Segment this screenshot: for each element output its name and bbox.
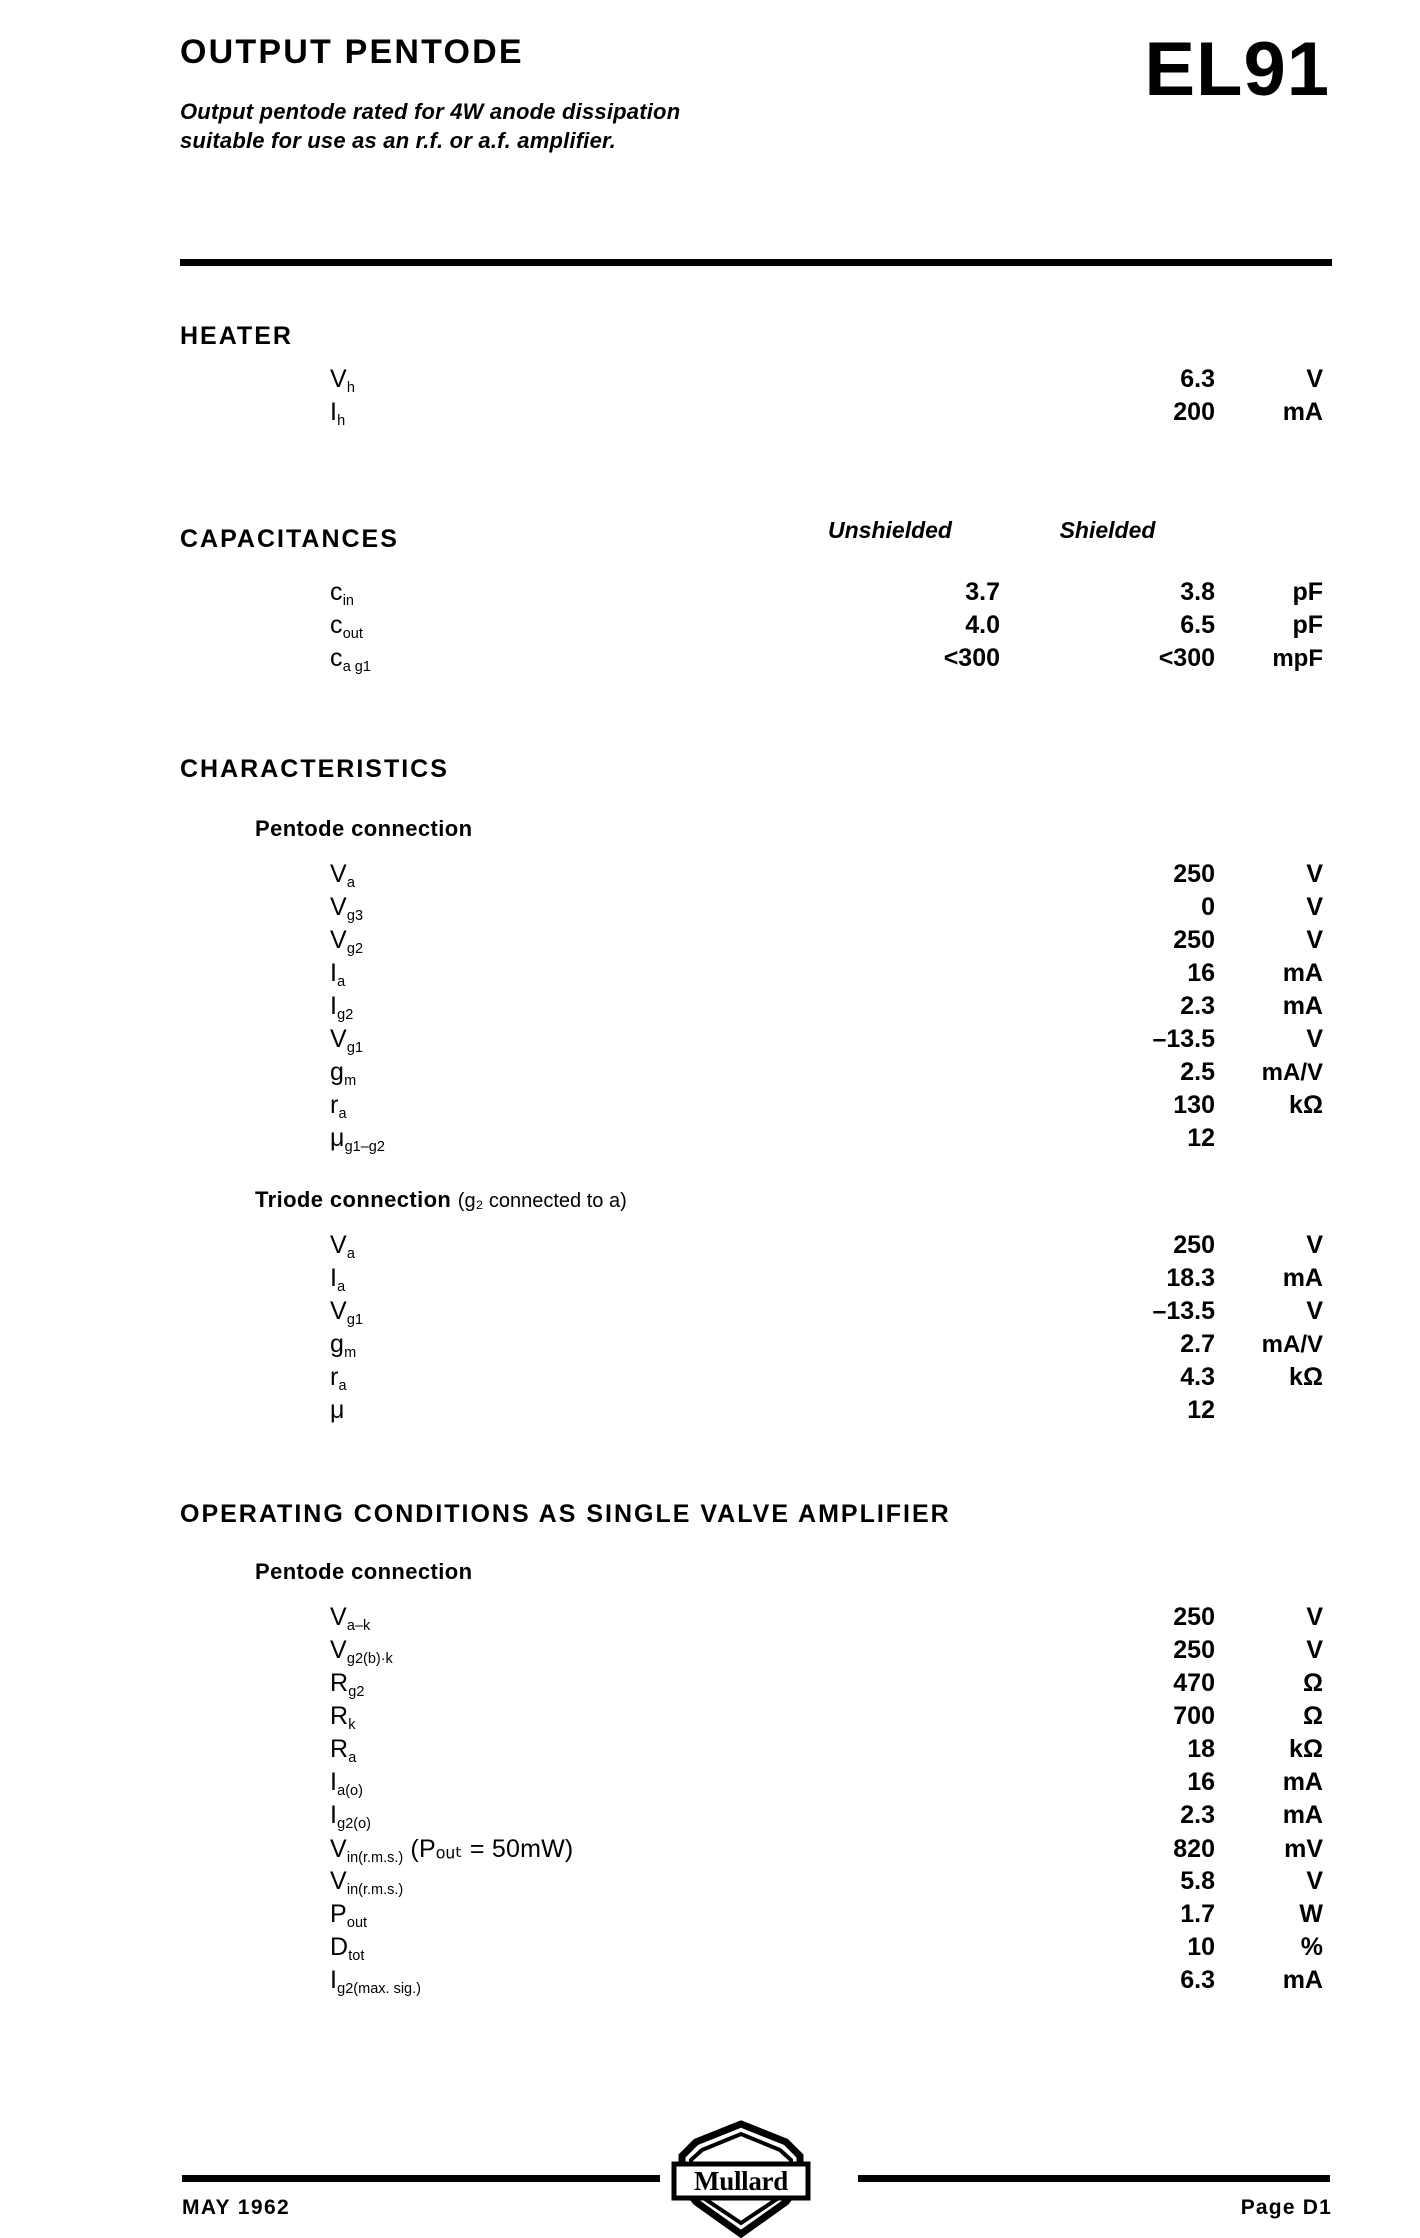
section-title-capacitances: CAPACITANCES (180, 525, 399, 553)
parameter-value: 2.7 (1180, 1330, 1215, 1358)
section-capacitances (180, 517, 1332, 677)
parameter-unit: V (1306, 1231, 1323, 1259)
parameter-row (180, 611, 1332, 644)
parameter-value: 130 (1173, 1091, 1215, 1119)
footer-page-number: Page D1 (1240, 2196, 1332, 2219)
parameter-row (180, 1025, 1332, 1058)
parameter-value: 200 (1173, 398, 1215, 426)
subtitle-operating-pentode-connection: Pentode connection (255, 1559, 473, 1584)
subtitle-pentode-connection: Pentode connection (255, 816, 473, 841)
parameter-value: 18 (1187, 1735, 1215, 1763)
parameter-symbol: $V_a$ (330, 860, 355, 891)
parameter-unit: V (1306, 1025, 1323, 1053)
parameter-row (180, 959, 1332, 992)
parameter-symbol: $I_{g2(max. sig.)}$ (330, 1966, 421, 1997)
parameter-row (180, 1091, 1332, 1124)
parameter-value: 16 (1187, 959, 1215, 987)
parameter-unit: V (1306, 1603, 1323, 1631)
parameter-row (180, 1735, 1332, 1768)
parameter-symbol: $g_m$ (330, 1058, 357, 1089)
parameter-symbol: $I_{g2(o)}$ (330, 1801, 372, 1832)
parameter-unit: mA (1282, 1768, 1323, 1796)
parameter-row (180, 1264, 1332, 1297)
parameter-symbol: $I_h$ (330, 398, 346, 429)
parameter-symbol: $V_{a-k}$ (330, 1603, 371, 1634)
parameter-symbol: $\mu_{g1-g2}$ (330, 1124, 385, 1155)
parameter-value: 250 (1173, 926, 1215, 954)
parameter-symbol: $c_{a g1}$ (330, 644, 371, 675)
parameter-row (180, 398, 1332, 431)
parameter-value: 1.7 (1180, 1900, 1215, 1928)
parameter-value: 10 (1187, 1933, 1215, 1961)
parameter-row (180, 578, 1332, 611)
parameter-unit: kΩ (1289, 1363, 1323, 1391)
parameter-row (180, 1363, 1332, 1396)
parameter-value: 2.3 (1180, 992, 1215, 1020)
characteristics-triode-rows (180, 1231, 1332, 1429)
section-characteristics (180, 755, 1332, 1429)
page-title: OUTPUT PENTODE (180, 33, 524, 71)
page-header (180, 27, 1330, 155)
page-subtitle (180, 97, 940, 155)
parameter-unit: V (1306, 1867, 1323, 1895)
parameter-symbol: $V_{in(r.m.s.)}$ (Pₒᵤₜ = 50mW) (330, 1835, 574, 1866)
section-title-heater: HEATER (180, 322, 293, 350)
parameter-symbol: $R_{g2}$ (330, 1669, 365, 1700)
parameter-value: 2.3 (1180, 1801, 1215, 1829)
parameter-value-shielded: 3.8 (1180, 578, 1215, 606)
parameter-symbol: $R_a$ (330, 1735, 357, 1766)
parameter-unit: % (1300, 1933, 1323, 1961)
capacitance-rows (180, 578, 1332, 677)
section-title-operating-conditions: OPERATING CONDITIONS AS SINGLE VALVE AMPLIFIER (180, 1500, 951, 1528)
parameter-row (180, 1900, 1332, 1933)
footer-divider-right (858, 2175, 1330, 2182)
parameter-symbol: $I_{a(o)}$ (330, 1768, 363, 1799)
parameter-symbol: $I_a$ (330, 959, 346, 990)
parameter-row (180, 1603, 1332, 1636)
parameter-symbol: $V_{g2}$ (330, 926, 364, 957)
parameter-value-unshielded: <300 (943, 644, 1000, 672)
parameter-value: 12 (1187, 1396, 1215, 1424)
parameter-unit: V (1306, 893, 1323, 921)
parameter-value: 820 (1173, 1835, 1215, 1863)
section-title-characteristics: CHARACTERISTICS (180, 755, 449, 783)
parameter-unit: V (1306, 860, 1323, 888)
parameter-row (180, 1231, 1332, 1264)
parameter-value-shielded: 6.5 (1180, 611, 1215, 639)
parameter-value-shielded: <300 (1158, 644, 1215, 672)
parameter-symbol: μ (330, 1396, 345, 1424)
subtitle-line-1: Output pentode rated for 4W anode dissipation (180, 99, 681, 125)
parameter-unit: pF (1292, 611, 1323, 639)
parameter-symbol: $V_{g1}$ (330, 1025, 364, 1056)
parameter-unit: mA/V (1261, 1059, 1323, 1086)
parameter-unit: V (1306, 926, 1323, 954)
capacitance-column-headers (180, 517, 1325, 551)
parameter-symbol: $P_{out}$ (330, 1900, 368, 1931)
parameter-symbol: $V_{g2(b)\cdot k}$ (330, 1636, 393, 1667)
parameter-value: 6.3 (1180, 1966, 1215, 1994)
parameter-symbol: $V_a$ (330, 1231, 355, 1262)
parameter-row (180, 893, 1332, 926)
parameter-unit: mA/V (1261, 1331, 1323, 1358)
parameter-value: 6.3 (1180, 365, 1215, 393)
parameter-row (180, 1966, 1332, 1999)
footer-date: MAY 1962 (182, 2196, 291, 2219)
parameter-symbol: $R_k$ (330, 1702, 356, 1733)
parameter-unit: mpF (1272, 645, 1323, 672)
parameter-symbol: $V_{g1}$ (330, 1297, 364, 1328)
parameter-row (180, 365, 1332, 398)
part-number: EL91 (1144, 27, 1330, 112)
parameter-value: 18.3 (1166, 1264, 1215, 1292)
parameter-unit: W (1299, 1900, 1323, 1928)
parameter-symbol: $c_{in}$ (330, 578, 354, 609)
parameter-value: 250 (1173, 1603, 1215, 1631)
heater-rows (180, 365, 1332, 431)
subtitle-triode-connection (255, 1187, 1332, 1213)
parameter-value: –13.5 (1152, 1297, 1215, 1325)
parameter-row (180, 644, 1332, 677)
col-header-shielded: Shielded (1059, 517, 1156, 543)
section-operating-conditions (180, 1500, 1332, 1999)
parameter-row (180, 1834, 1332, 1867)
parameter-row (180, 1801, 1332, 1834)
parameter-unit: kΩ (1289, 1735, 1323, 1763)
parameter-value: –13.5 (1152, 1025, 1215, 1053)
parameter-row (180, 1396, 1332, 1429)
parameter-unit: V (1306, 1297, 1323, 1325)
parameter-unit: V (1306, 1636, 1323, 1664)
parameter-row (180, 926, 1332, 959)
parameter-unit: mA (1282, 1966, 1323, 1994)
parameter-value: 250 (1173, 860, 1215, 888)
parameter-row (180, 1636, 1332, 1669)
triode-label-bold: Triode connection (255, 1187, 452, 1212)
parameter-symbol: $r_a$ (330, 1363, 347, 1394)
parameter-row (180, 1058, 1332, 1091)
parameter-unit: mA (1282, 992, 1323, 1020)
parameter-unit: mV (1284, 1835, 1323, 1863)
parameter-unit: V (1306, 365, 1323, 393)
parameter-symbol: $r_a$ (330, 1091, 347, 1122)
parameter-unit: pF (1292, 578, 1323, 606)
parameter-value: 5.8 (1180, 1867, 1215, 1895)
parameter-unit: mA (1282, 1264, 1323, 1292)
col-header-unshielded: Unshielded (828, 517, 952, 543)
parameter-symbol: $D_{tot}$ (330, 1933, 365, 1964)
parameter-row (180, 1867, 1332, 1900)
parameter-symbol: $c_{out}$ (330, 611, 363, 642)
logo-wordmark: Mullard (694, 2166, 788, 2196)
parameter-value: 250 (1173, 1231, 1215, 1259)
page-footer (0, 2118, 1420, 2238)
parameter-unit: Ω (1302, 1669, 1323, 1697)
parameter-row (180, 1330, 1332, 1363)
parameter-value: 16 (1187, 1768, 1215, 1796)
parameter-row (180, 1297, 1332, 1330)
parameter-symbol: $I_a$ (330, 1264, 346, 1295)
parameter-value: 2.5 (1180, 1058, 1215, 1086)
header-divider (180, 259, 1332, 266)
parameter-symbol: $V_{g3}$ (330, 893, 364, 924)
parameter-row (180, 1933, 1332, 1966)
parameter-value: 0 (1201, 893, 1215, 921)
parameter-unit: mA (1282, 959, 1323, 987)
parameter-unit: mA (1282, 1801, 1323, 1829)
subtitle-line-2: suitable for use as an r.f. or a.f. amplifier. (180, 128, 616, 154)
parameter-value-unshielded: 3.7 (965, 578, 1000, 606)
parameter-symbol: $V_{in(r.m.s.)}$ (330, 1867, 404, 1898)
parameter-row (180, 860, 1332, 893)
characteristics-pentode-rows (180, 860, 1332, 1157)
parameter-row (180, 992, 1332, 1025)
parameter-value: 250 (1173, 1636, 1215, 1664)
mullard-logo (668, 2120, 814, 2238)
parameter-value: 12 (1187, 1124, 1215, 1152)
parameter-row (180, 1124, 1332, 1157)
parameter-symbol: $g_m$ (330, 1330, 357, 1361)
parameter-unit: Ω (1302, 1702, 1323, 1730)
parameter-row (180, 1702, 1332, 1735)
parameter-value: 4.3 (1180, 1363, 1215, 1391)
parameter-value: 700 (1173, 1702, 1215, 1730)
parameter-unit: mA (1282, 398, 1323, 426)
parameter-symbol: $I_{g2}$ (330, 992, 354, 1023)
parameter-row (180, 1768, 1332, 1801)
footer-divider-left (182, 2175, 660, 2182)
triode-label-note: (g₂ connected to a) (457, 1190, 627, 1212)
parameter-unit: kΩ (1289, 1091, 1323, 1119)
operating-conditions-rows (180, 1603, 1332, 1999)
parameter-value: 470 (1173, 1669, 1215, 1697)
parameter-value-unshielded: 4.0 (965, 611, 1000, 639)
parameter-row (180, 1669, 1332, 1702)
parameter-symbol: $V_h$ (330, 365, 355, 396)
section-heater (180, 322, 1332, 431)
